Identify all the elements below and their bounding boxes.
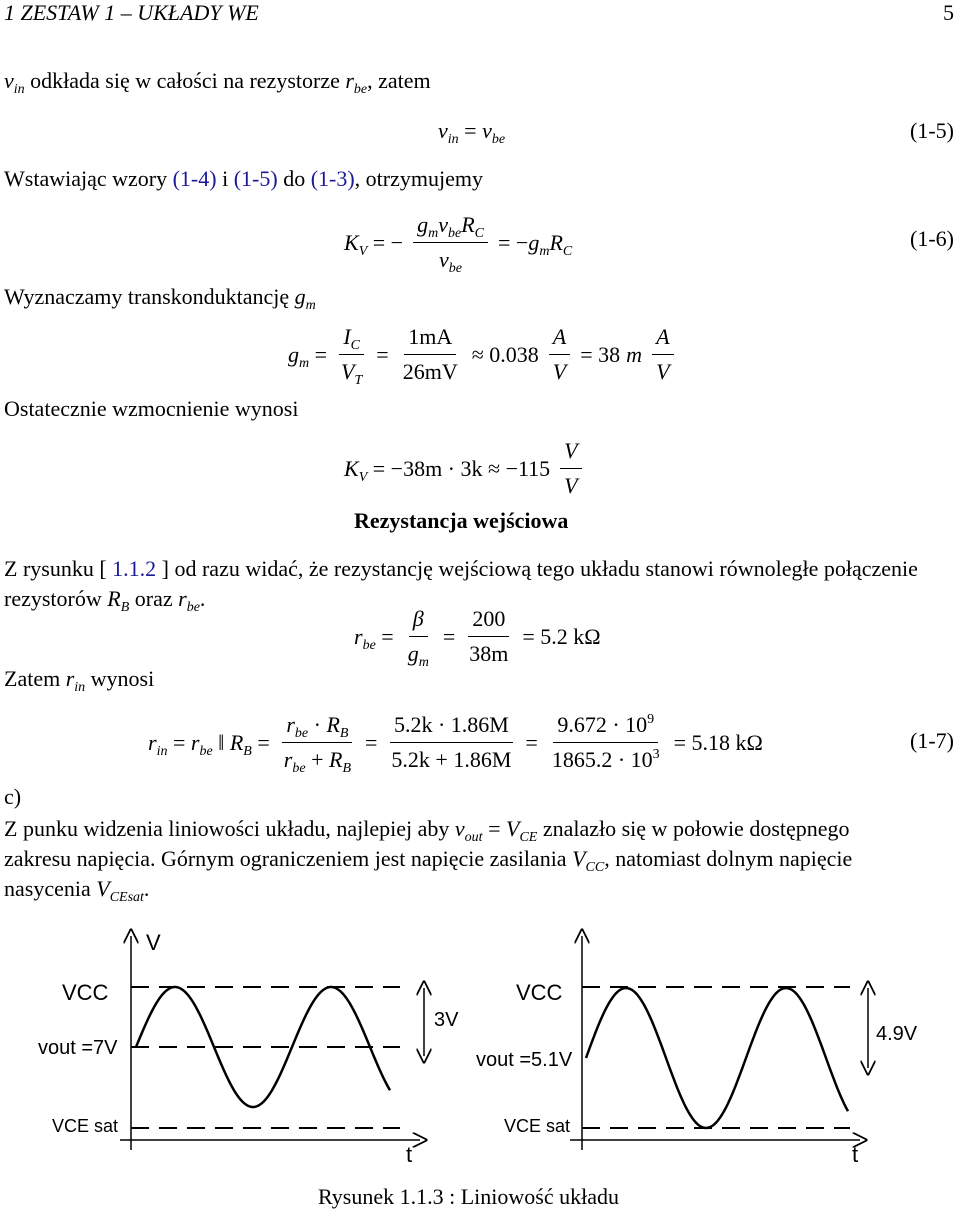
right-vcc-label: VCC <box>516 980 563 1005</box>
right-vce-label: VCE sat <box>504 1116 571 1136</box>
equation-gm: $g_m$ = $\frac{I_C}{V_T}$ = $\frac{1mA}{26mV}$ ≈ 0.038 $\frac{A}{V}$ = 38 m $\frac{A}{V}$ <box>288 322 678 387</box>
equation-number-1-7: (1-7) <box>910 728 954 753</box>
section-title: Rezystancja wejściowa <box>354 508 569 533</box>
ref-figure-1-1-2[interactable]: 1.1.2 <box>112 556 157 581</box>
page-number: 5 <box>943 0 954 25</box>
paragraph-linearity-line2: zakresu napięcia. Górnym ograniczeniem jest napięcie zasilania $V_{CC}$, natomiast dolnym napięcie <box>4 846 853 875</box>
equation-1-5: $v_{in} = v_{be}$ <box>438 118 506 147</box>
paragraph-linearity-line3: nasycenia $V_{CEsat}$. <box>4 876 150 905</box>
right-sine-wave <box>586 988 848 1128</box>
paragraph-input-resistance-cont: rezystorów $R_B$ oraz $r_{be}$. <box>4 586 206 615</box>
equation-kv: $K_V = -38m \cdot 3k \approx -115$ $\frac{V}{V}$ <box>344 436 586 501</box>
left-range-label: 3V <box>434 1009 459 1031</box>
left-vcc-label: VCC <box>62 980 109 1005</box>
running-header: 1 ZESTAW 1 – UKŁADY WE <box>4 0 259 25</box>
equation-1-6: $K_V$ = − $\frac{g_mv_{be}R_C}{v_{be}}$ = $-g_mR_C$ <box>344 212 573 276</box>
equation-1-7: $r_{in} = r_{be}$ ‖ $R_B$ = $\frac{r_{be} \cdot R_B}{r_{be} + R_B}$ = $\frac{5.2k \cdot 1.86M}{5.2k + 1.86M}$ = $\frac{9.672 \cdot 10^9}{1865.2 \cdot 10^3}$ = 5.18 kΩ <box>148 712 763 776</box>
left-axis-y-label: V <box>146 930 161 955</box>
item-label-c: c) <box>4 784 22 809</box>
right-vout-label: vout =5.1V <box>476 1049 573 1071</box>
ref-1-5[interactable]: (1-5) <box>233 166 278 191</box>
linearity-figure <box>0 920 960 1213</box>
equation-number-1-5: (1-5) <box>910 118 954 143</box>
left-vout-label: vout =7V <box>38 1037 118 1059</box>
figure-caption: Rysunek 1.1.3 : Liniowość układu <box>318 1184 619 1209</box>
paragraph-gain: Ostatecznie wzmocnienie wynosi <box>4 396 299 421</box>
left-axis-x-label: t <box>406 1142 413 1167</box>
equation-number-1-6: (1-6) <box>910 226 954 251</box>
ref-1-4[interactable]: (1-4) <box>172 166 217 191</box>
paragraph-linearity: Z punku widzenia liniowości układu, najlepiej aby $v_{out} = V_{CE}$ znalazło się w połowie dostępnego <box>4 816 850 845</box>
left-vce-label: VCE sat <box>52 1116 119 1136</box>
paragraph-rin: Zatem $r_{in}$ wynosi <box>4 666 155 695</box>
ref-1-3[interactable]: (1-3) <box>310 166 355 191</box>
paragraph-input-resistance: Z rysunku [ 1.1.2 ] od razu widać, że rezystancję wejściową tego układu stanowi równoległe połączenie <box>4 556 918 581</box>
paragraph-vin: $v_{in}$ odkłada się w całości na rezystorze $r_{be}$, zatem <box>4 68 431 97</box>
right-axis-x-label: t <box>852 1142 859 1167</box>
paragraph-substitution: Wstawiając wzory (1-4) i (1-5) do (1-3), otrzymujemy <box>4 166 483 191</box>
paragraph-transconductance: Wyznaczamy transkonduktancję $g_m$ <box>4 284 316 313</box>
right-range-label: 4.9V <box>876 1023 918 1045</box>
equation-rbe: $r_{be}$ = $\frac{\beta}{g_m}$ = $\frac{200}{38m}$ = 5.2 kΩ <box>354 606 601 670</box>
